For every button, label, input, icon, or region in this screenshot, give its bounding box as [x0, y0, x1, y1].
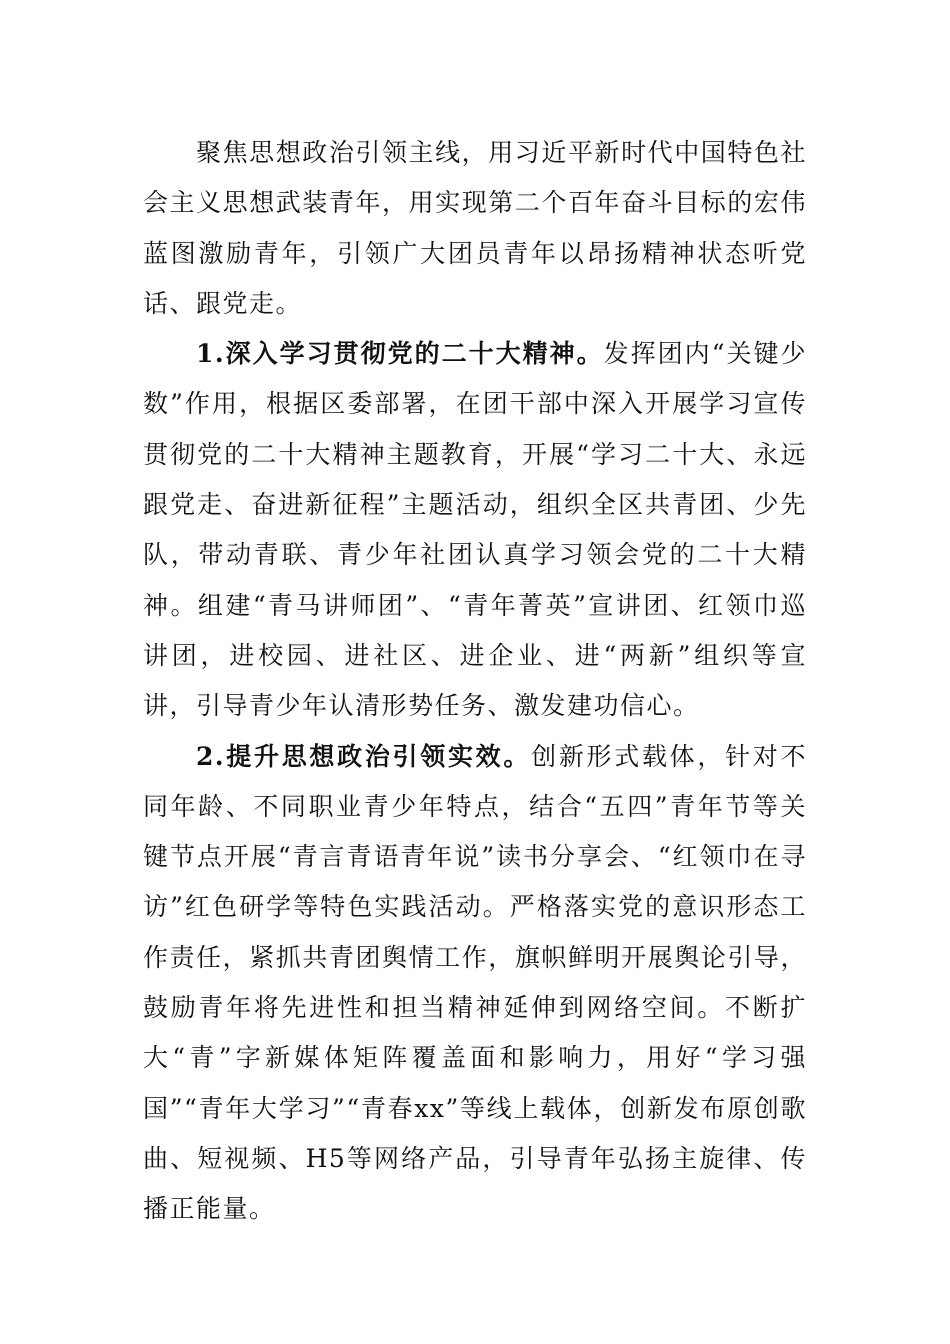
section-1-text: 发挥团内“关键少数”作用，根据区委部署，在团干部中深入开展学习宣传贯彻党的二十大精神主题教育，开展“学习二十大、永远跟党走、奋进新征程”主题活动，组织全区共青团、少先队，带动青联、青少年社团认真学习领会党的二十大精神。组建“青马讲师团”、“青年菁英”宣讲团、红领巾巡讲团，进校园、进社区、进企业、进“两新”组织等宣讲，引导青少年认清形势任务、激发建功信心。 — [143, 339, 807, 721]
paragraph-section-1 — [143, 329, 807, 731]
document-body — [143, 128, 807, 1235]
paragraph-intro — [143, 128, 807, 329]
section-2-heading: 2.提升思想政治引领实效。 — [196, 741, 532, 771]
paragraph-intro-text: 聚焦思想政治引领主线，用习近平新时代中国特色社会主义思想武装青年，用实现第二个百年奋斗目标的宏伟蓝图激励青年，引领广大团员青年以昂扬精神状态听党话、跟党走。 — [143, 138, 807, 318]
paragraph-section-2 — [143, 732, 807, 1235]
section-1-heading: 1.深入学习贯彻党的二十大精神。 — [196, 339, 604, 369]
section-2-text: 创新形式载体，针对不同年龄、不同职业青少年特点，结合“五四”青年节等关键节点开展“青言青语青年说”读书分享会、“红领巾在寻访”红色研学等特色实践活动。严格落实党的意识形态工作责任，紧抓共青团舆情工作，旗帜鲜明开展舆论引导，鼓励青年将先进性和担当精神延伸到网络空间。不断扩大“青”字新媒体矩阵覆盖面和影响力，用好“学习强国”“青年大学习”“青春xx”等线上载体，创新发布原创歌曲、短视频、H5等网络产品，引导青年弘扬主旋律、传播正能量。 — [143, 741, 807, 1224]
